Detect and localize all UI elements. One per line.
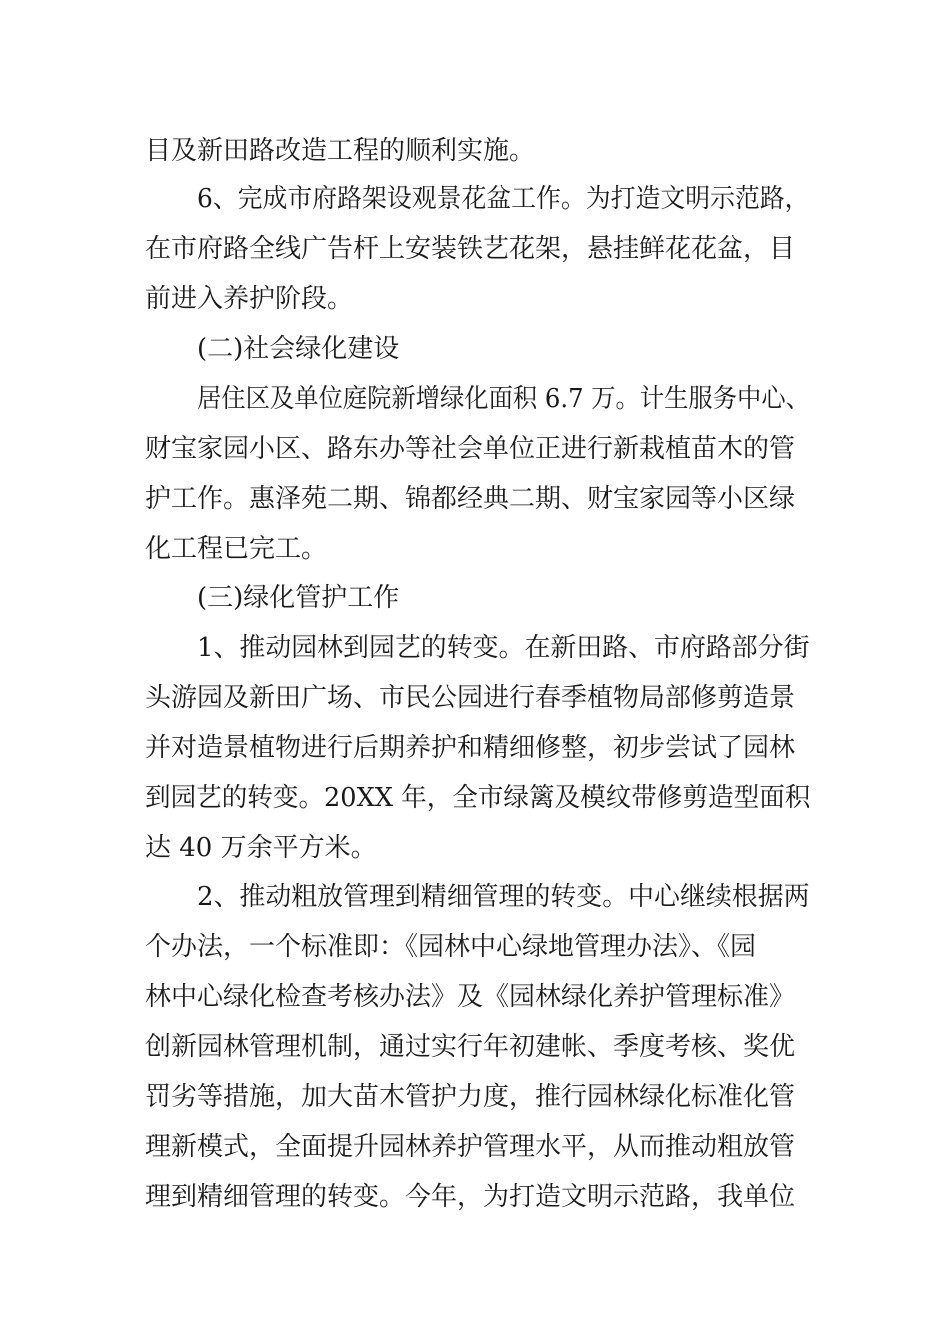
text-line: 化工程已完工。 <box>145 534 328 564</box>
text-line: 6、完成市府路架设观景花盆工作。为打造文明示范路， <box>197 184 810 214</box>
text-line: 林中心绿化检查考核办法》及《园林绿化养护管理标准》 <box>145 982 796 1012</box>
text-line: 到园艺的转变。20XX 年，全市绿篱及模纹带修剪造型面积 <box>145 783 811 813</box>
text-line: 前进入养护阶段。 <box>145 284 354 314</box>
section-heading: (二)社会绿化建设 <box>197 334 400 364</box>
text-line: 达 40 万余平方米。 <box>145 833 377 863</box>
text-line: 居住区及单位庭院新增绿化面积 6.7 万。计生服务中心、 <box>197 384 810 414</box>
text-line: 目及新田路改造工程的顺利实施。 <box>145 136 536 166</box>
text-line: 1、推动园林到园艺的转变。在新田路、市府路部分街 <box>197 633 810 663</box>
text-line: 在市府路全线广告杆上安装铁艺花架，悬挂鲜花花盆，目 <box>145 234 796 264</box>
text-line: 头游园及新田广场、市民公园进行春季植物局部修剪造景 <box>145 683 796 713</box>
text-line: 2、推动粗放管理到精细管理的转变。中心继续根据两 <box>197 882 810 912</box>
text-line: 理到精细管理的转变。今年，为打造文明示范路，我单位 <box>145 1182 796 1212</box>
text-line: 罚劣等措施，加大苗木管护力度，推行园林绿化标准化管 <box>145 1082 796 1112</box>
text-line: 并对造景植物进行后期养护和精细修整，初步尝试了园林 <box>145 733 796 763</box>
section-heading: (三)绿化管护工作 <box>197 583 400 613</box>
text-line: 创新园林管理机制，通过实行年初建帐、季度考核、奖优 <box>145 1032 796 1062</box>
text-line: 个办法，一个标准即：《园林中心绿地管理办法》、《园 <box>145 932 757 962</box>
text-line: 理新模式，全面提升园林养护管理水平，从而推动粗放管 <box>145 1132 796 1162</box>
text-line: 财宝家园小区、路东办等社会单位正进行新栽植苗木的管 <box>145 434 796 464</box>
text-line: 护工作。惠泽苑二期、锦都经典二期、财宝家园等小区绿 <box>145 484 796 514</box>
